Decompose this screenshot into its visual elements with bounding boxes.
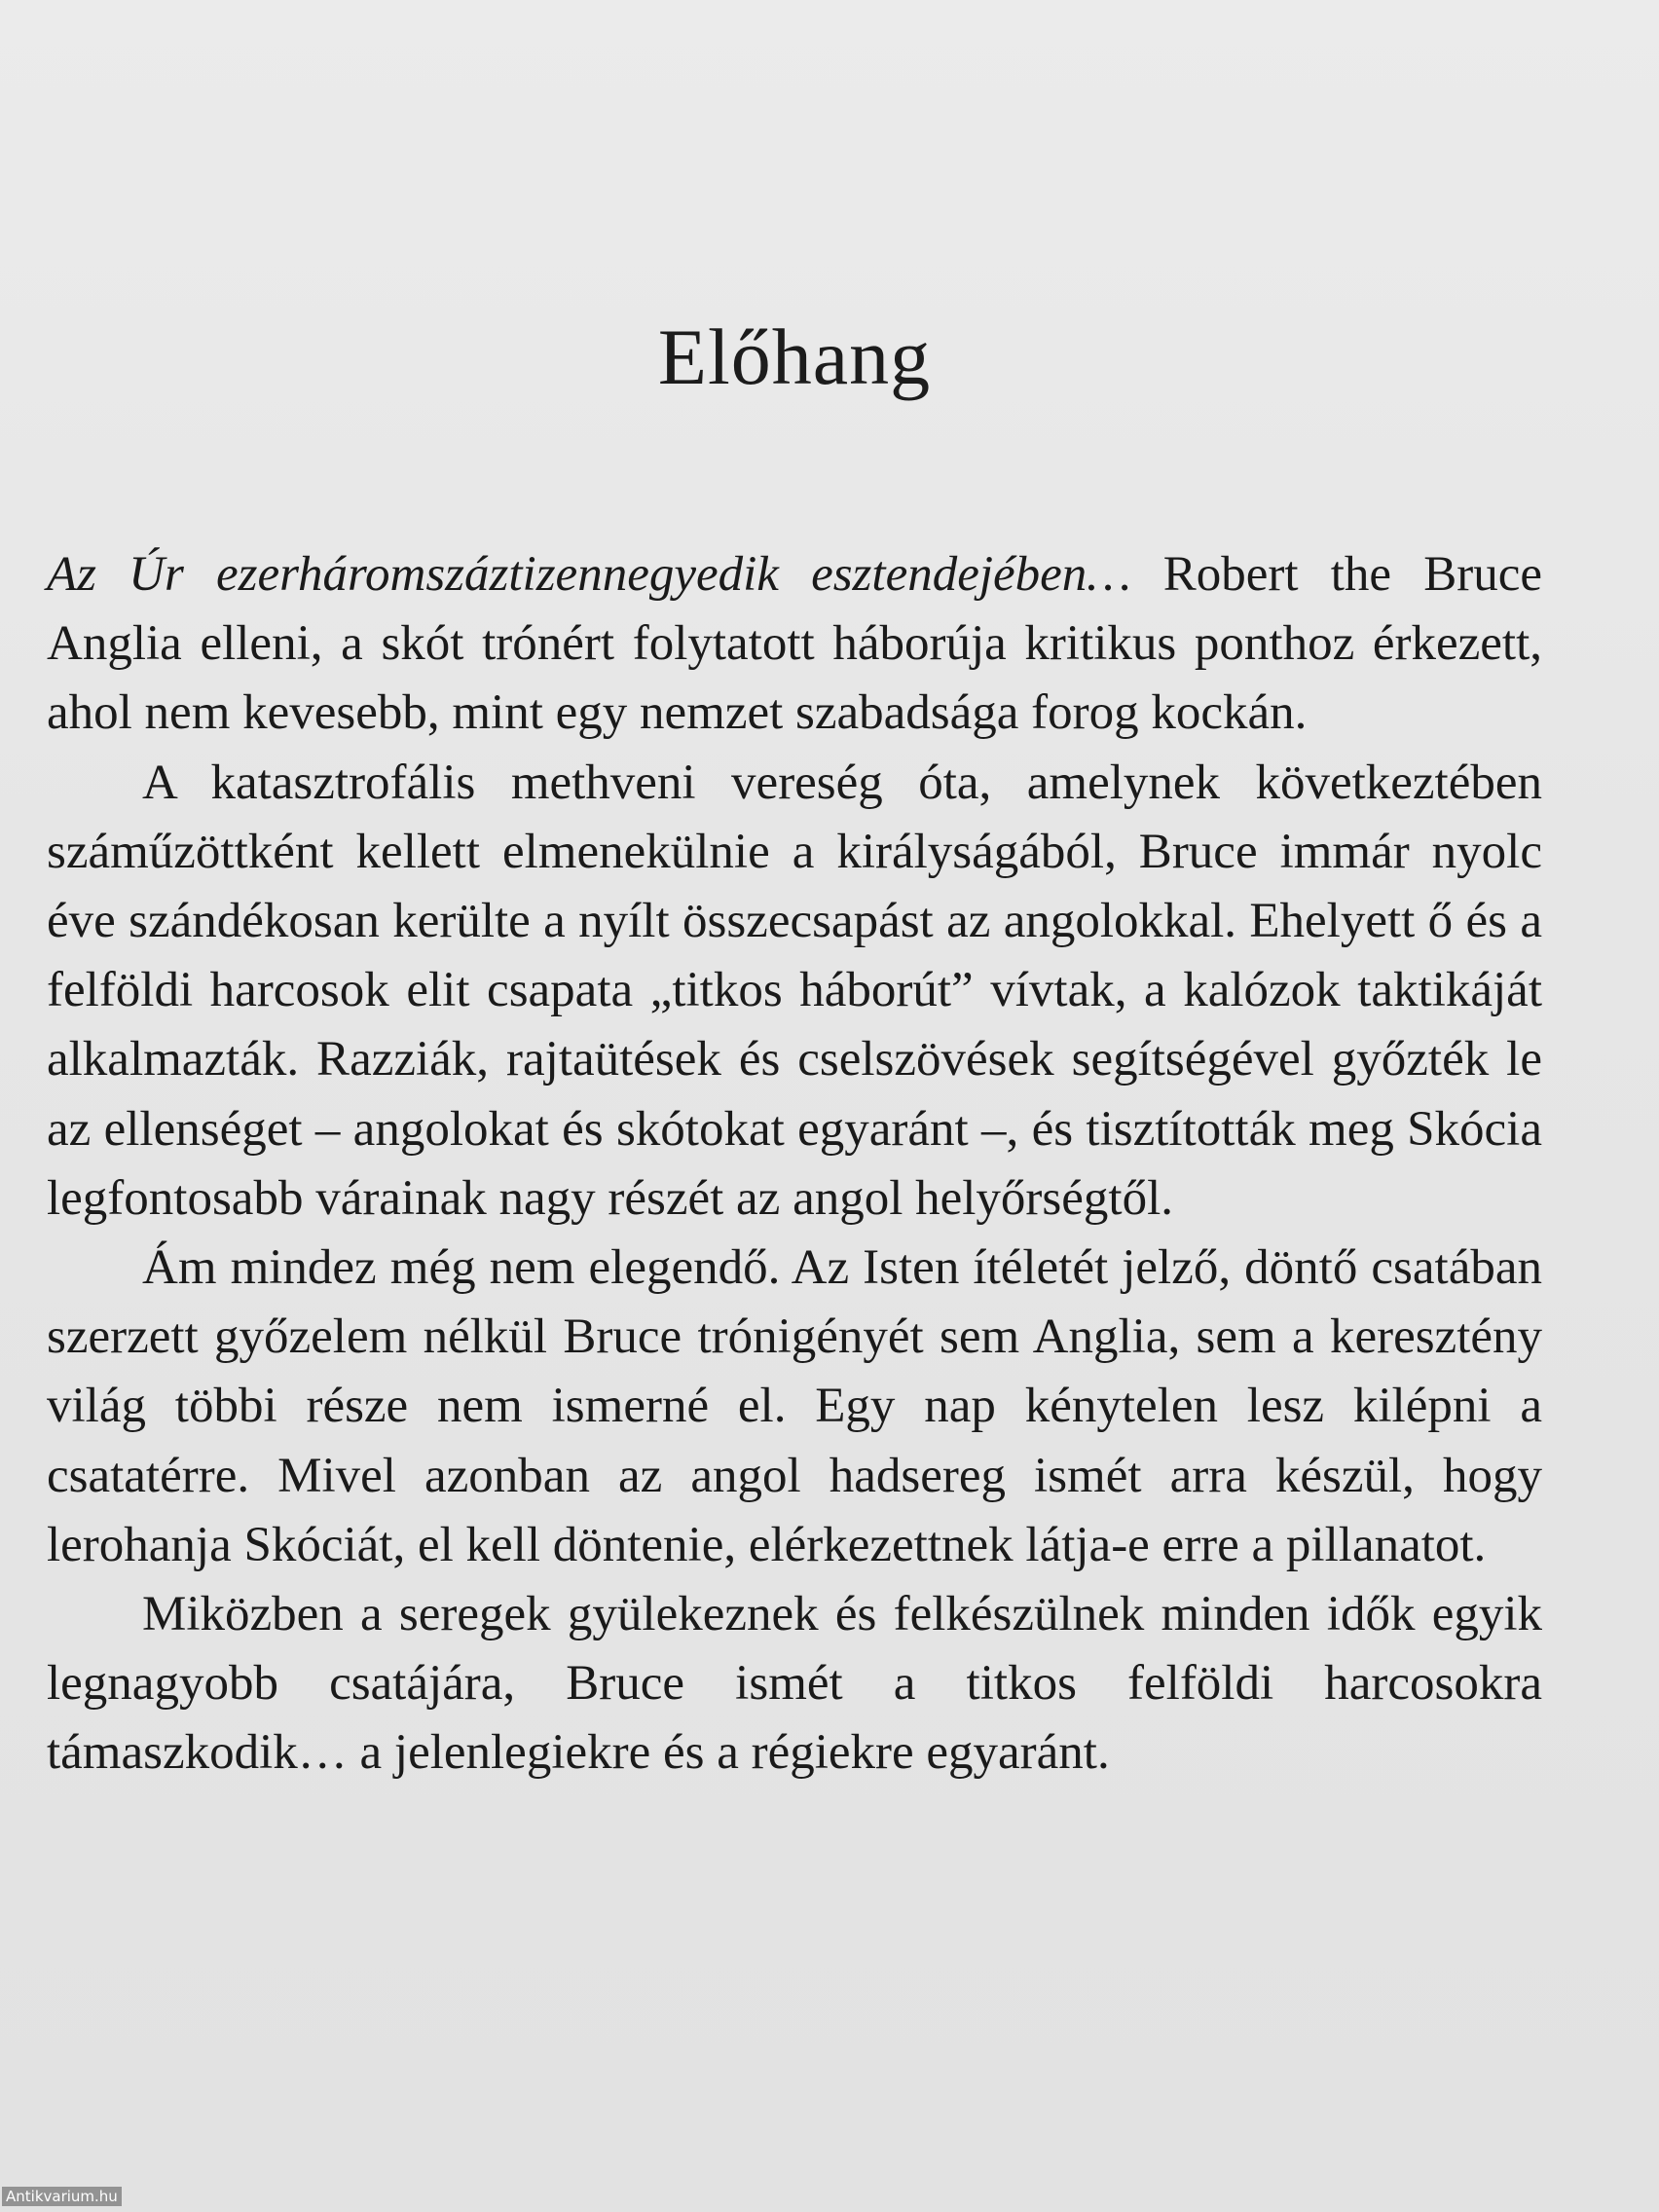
paragraph-1-lead: Az Úr ezerháromszáztizennegyedik esztendejében… xyxy=(47,547,1131,602)
paragraph-1 xyxy=(47,540,1542,749)
chapter-title: Előhang xyxy=(657,313,932,401)
paragraph-3: Ám mindez még nem elegendő. Az Isten ítéletét jelző, döntő csatában szerzett győzelem nélkül Bruce trónigényét sem Anglia, sem a keresztény világ többi része nem ismerné el. Egy nap kénytelen lesz kilépni a csatatérre. Mivel azonban az angol hadsereg ismét arra készül, hogy lerohanja Skóciát, el kell döntenie, elérkezettnek látja-e erre a pillanatot. xyxy=(47,1240,1542,1572)
paragraph-2: A katasztrofális methveni vereség óta, amelynek következtében száműzöttként kellett elmenekülnie a királyságából, Bruce immár nyolc éve szándékosan kerülte a nyílt összecsapást az angolokkal. Ehelyett ő és a felföldi harcosok elit csapata „titkos háborút” vívtak, a kalózok taktikáját alkalmazták. Razziák, rajtaütések és cselszövések segítségével győzték le az ellenséget – angolokat és skótokat egyaránt –, és tisztították meg Skócia legfontosabb várainak nagy részét az angol helyőrségtől. xyxy=(47,755,1542,1226)
paragraph-1-text: Robert the Bruce Anglia elleni, a skót trónért folytatott háborúja kritikus ponthoz érkezett, ahol nem kevesebb, mint egy nemzet szabadsága forog kockán. xyxy=(47,547,1542,741)
watermark-label: Antikvarium.hu xyxy=(2,2187,122,2206)
paragraph-4: Miközben a seregek gyülekeznek és felkészülnek minden idők egyik legnagyobb csatájára, Bruce ismét a titkos felföldi harcosokra támaszkodik… a jelenlegiekre és a régiekre egyaránt. xyxy=(47,1587,1542,1781)
prologue-body xyxy=(47,540,1542,1788)
